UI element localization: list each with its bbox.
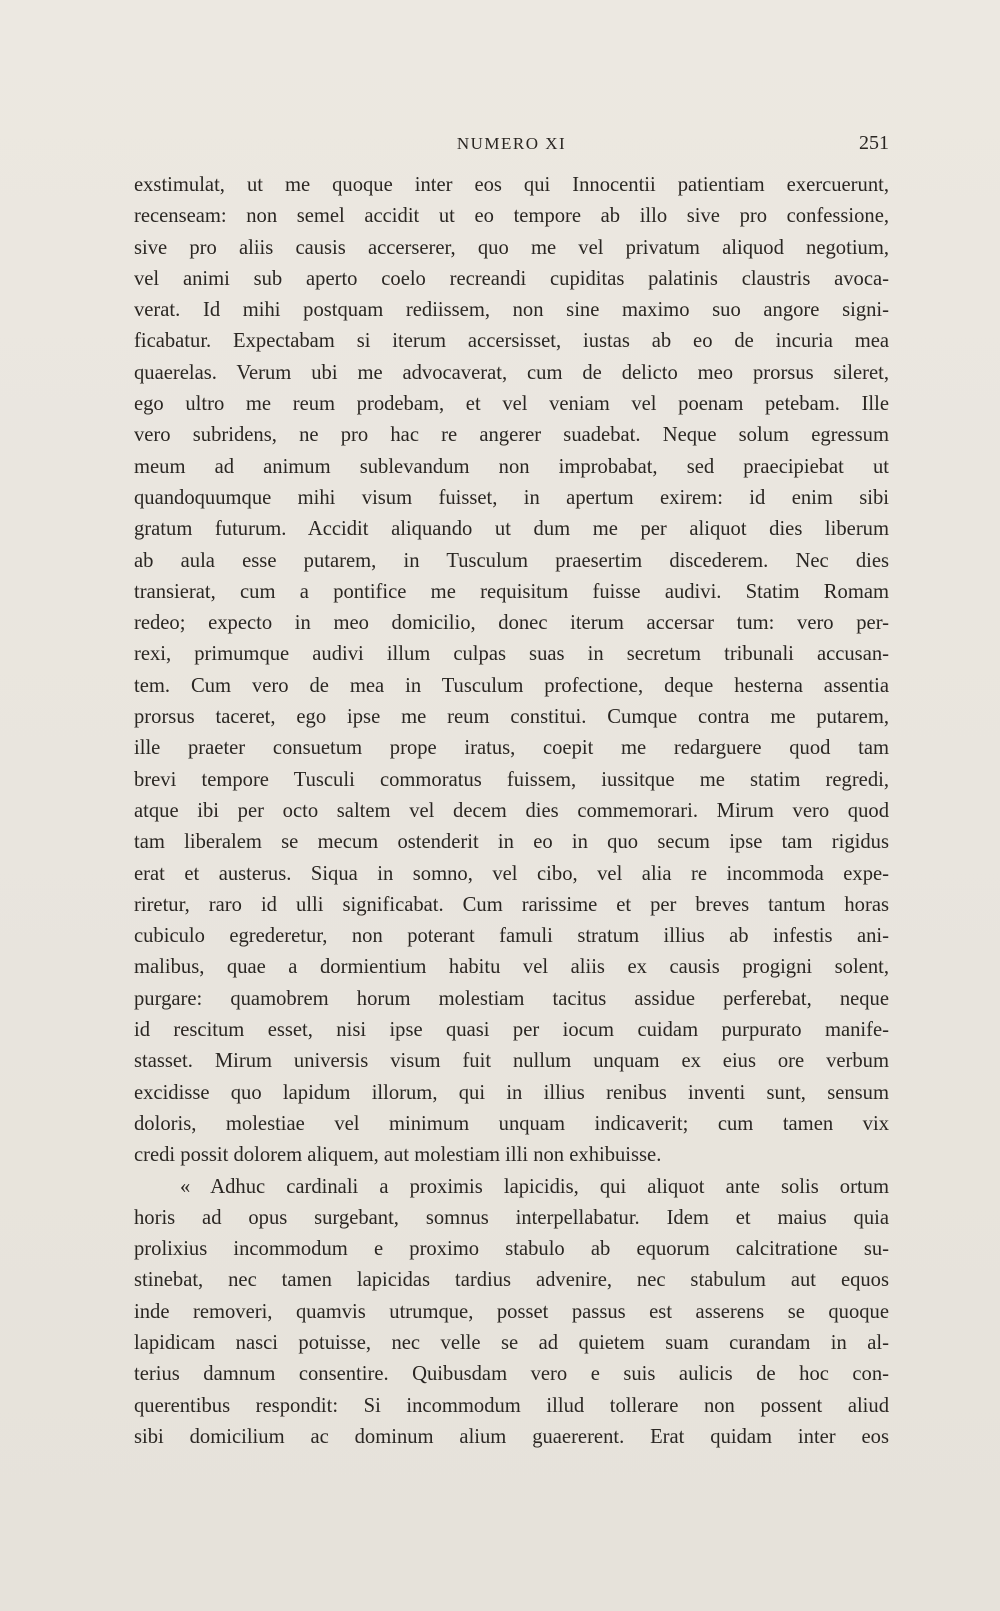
page-number: 251 <box>859 132 889 154</box>
text-line: ab aula esse putarem, in Tusculum praesertim discederem. Nec dies <box>134 549 889 572</box>
running-title: NUMERO XI <box>456 134 567 153</box>
text-line: inde removeri, quamvis utrumque, posset passus est asserens se quoque <box>134 1300 889 1323</box>
text-line: gratum futurum. Accidit aliquando ut dum me per aliquot dies liberum <box>134 518 889 541</box>
text-line: riretur, raro id ulli significabat. Cum rarissime et per breves tantum horas <box>134 893 889 916</box>
text-line: tem. Cum vero de mea in Tusculum profectione, deque hesterna assentia <box>134 674 889 697</box>
text-line: querentibus respondit: Si incommodum illud tollerare non possent aliud <box>134 1394 889 1417</box>
text-line: quandoquumque mihi visum fuisset, in apertum exirem: id enim sibi <box>134 486 889 509</box>
text-line: vero subridens, ne pro hac re angerer suadebat. Neque solum egressum <box>134 424 889 447</box>
text-line: exstimulat, ut me quoque inter eos qui Innocentii patientiam exercuerunt, <box>134 174 889 196</box>
text-line: brevi tempore Tusculi commoratus fuissem, iussitque me statim regredi, <box>134 768 889 791</box>
text-line: cubiculo egrederetur, non poterant famuli stratum illius ab infestis ani- <box>134 925 889 948</box>
text-line: sibi domicilium ac dominum alium guaererent. Erat quidam inter eos <box>134 1425 889 1448</box>
text-line: purgare: quamobrem horum molestiam tacitus assidue perferebat, neque <box>134 987 889 1010</box>
text-line: horis ad opus surgebant, somnus interpellabatur. Idem et maius quia <box>134 1206 889 1229</box>
text-line: sive pro aliis causis accerserer, quo me vel privatum aliquod negotium, <box>134 236 889 259</box>
text-line: quaerelas. Verum ubi me advocaverat, cum de delicto meo prorsus sileret, <box>134 361 889 384</box>
text-line: recenseam: non semel accidit ut eo tempore ab illo sive pro confessione, <box>134 205 889 228</box>
text-line: erat et austerus. Siqua in somno, vel cibo, vel alia re incommoda expe- <box>134 862 889 885</box>
text-line: doloris, molestiae vel minimum unquam indicaverit; cum tamen vix <box>134 1112 889 1135</box>
text-line: transierat, cum a pontifice me requisitum fuisse audivi. Statim Romam <box>134 580 889 603</box>
running-header <box>134 134 889 158</box>
text-line: rexi, primumque audivi illum culpas suas in secretum tribunali accusan- <box>134 643 889 666</box>
text-line: ficabatur. Expectabam si iterum accersisset, iustas ab eo de incuria mea <box>134 330 889 353</box>
text-line: prolixius incommodum e proximo stabulo ab equorum calcitratione su- <box>134 1238 889 1261</box>
text-line: redeo; expecto in meo domicilio, donec iterum accersar tum: vero per- <box>134 612 889 635</box>
text-line: id rescitum esset, nisi ipse quasi per iocum cuidam purpurato manife- <box>134 1019 889 1042</box>
text-line: ille praeter consuetum prope iratus, coepit me redarguere quod tam <box>134 737 889 760</box>
text-line: atque ibi per octo saltem vel decem dies commemorari. Mirum vero quod <box>134 799 889 822</box>
text-line: vel animi sub aperto coelo recreandi cupiditas palatinis claustris avoca- <box>134 267 889 290</box>
text-line: credi possit dolorem aliquem, aut molestiam illi non exhibuisse. <box>134 1144 662 1167</box>
text-line: prorsus taceret, ego ipse me reum constitui. Cumque contra me putarem, <box>134 706 889 729</box>
body-text <box>134 170 889 1453</box>
text-line: tam liberalem se mecum ostenderit in eo in quo secum ipse tam rigidus <box>134 831 889 854</box>
text-line: stasset. Mirum universis visum fuit nullum unquam ex eius ore verbum <box>134 1050 889 1073</box>
text-line: verat. Id mihi postquam rediissem, non sine maximo suo angore signi- <box>134 299 889 322</box>
text-line: meum ad animum sublevandum non improbabat, sed praecipiebat ut <box>134 455 889 478</box>
text-line: malibus, quae a dormientium habitu vel aliis ex causis progigni solent, <box>134 956 889 979</box>
text-line: ego ultro me reum prodebam, et vel veniam vel poenam petebam. Ille <box>134 393 889 416</box>
text-line: « Adhuc cardinali a proximis lapicidis, qui aliquot ante solis ortum <box>180 1175 889 1198</box>
text-line: lapidicam nasci potuisse, nec velle se ad quietem suam curandam in al- <box>134 1331 889 1354</box>
text-line: excidisse quo lapidum illorum, qui in illius renibus inventi sunt, sensum <box>134 1081 889 1104</box>
text-line: stinebat, nec tamen lapicidas tardius advenire, nec stabulum aut equos <box>134 1269 889 1292</box>
text-line: terius damnum consentire. Quibusdam vero e suis aulicis de hoc con- <box>134 1363 889 1386</box>
